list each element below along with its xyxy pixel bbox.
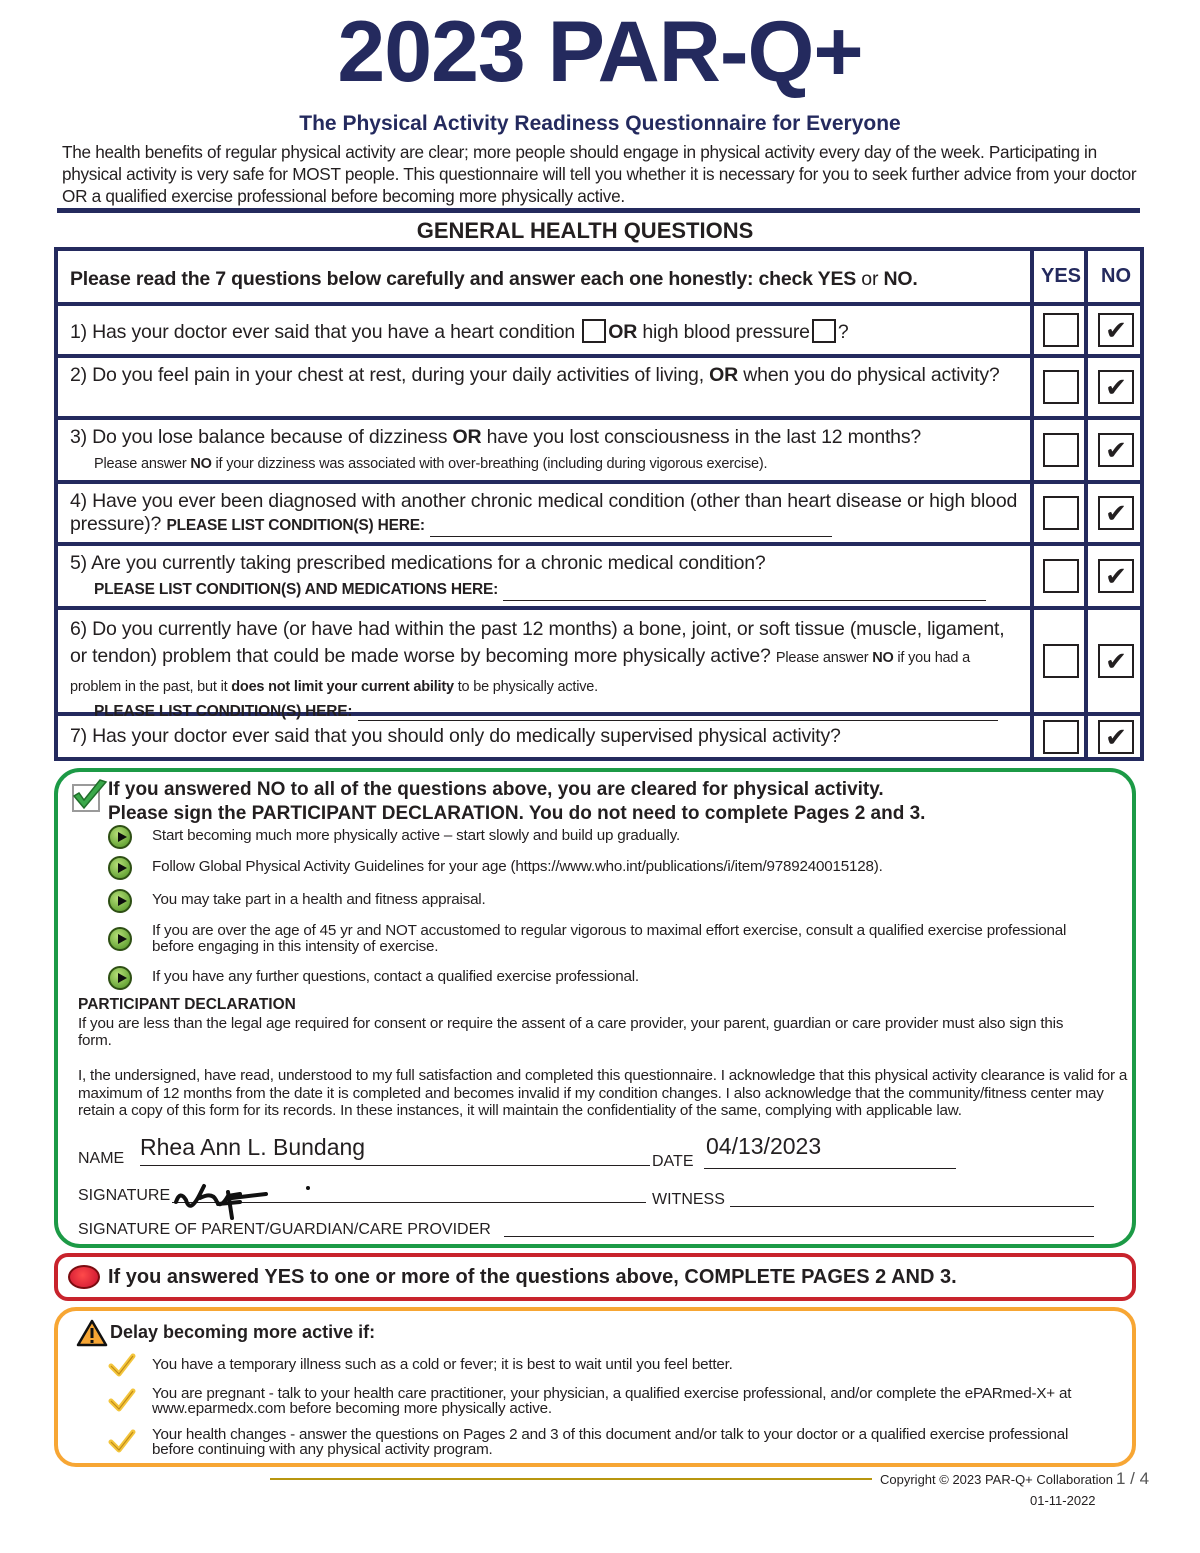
play-arrow-icon [108, 927, 132, 951]
document-title: 2023 PAR-Q+ [337, 4, 863, 100]
q1-text-c: high blood pressure [637, 321, 810, 343]
guardian-signature-label: SIGNATURE OF PARENT/GUARDIAN/CARE PROVIDER [78, 1221, 491, 1238]
q1-text-a: 1) Has your doctor ever said that you have a heart condition [70, 321, 581, 343]
question-row-3 [58, 420, 1140, 484]
q3-yes-checkbox[interactable] [1043, 433, 1079, 467]
q1-text-d: ? [837, 321, 849, 343]
cleared-line-2: Please sign the PARTICIPANT DECLARATION. You do not need to complete Pages 2 and 3. [108, 803, 926, 824]
q6-note-d: does not limit your current ability [231, 679, 454, 695]
witness-field-line[interactable] [730, 1206, 1094, 1207]
instructions-text [58, 251, 1034, 302]
date-label: DATE [652, 1153, 694, 1170]
play-arrow-icon [108, 825, 132, 849]
column-header-yes: YES [1038, 251, 1088, 302]
date-field-line[interactable] [704, 1168, 956, 1169]
q7-yes-cell [1038, 716, 1088, 757]
question-row-7 [58, 716, 1140, 757]
question-5-text [58, 546, 1034, 606]
q6-note-a: Please answer [775, 650, 873, 666]
play-arrow-icon [108, 966, 132, 990]
question-row-2 [58, 358, 1140, 420]
q4-conditions-field[interactable] [430, 521, 832, 537]
delay-item-text: You are pregnant - talk to your health care practitioner, your physician, a qualified exercise professional, and/or complete the ePARmed-X+ at www.eparmedx.com before becoming more physically active. [152, 1385, 1072, 1417]
cleared-line-1: If you answered NO to all of the questions above, you are cleared for physical activity. [108, 779, 884, 800]
questions-table [54, 247, 1144, 761]
question-row-4 [58, 484, 1140, 546]
q3-yes-cell [1038, 420, 1088, 480]
delay-section [54, 1307, 1136, 1467]
copyright-text: Copyright © 2023 PAR-Q+ Collaboration [880, 1472, 1113, 1487]
question-3-text [58, 420, 1034, 480]
q4-no-checkbox[interactable]: ✔ [1098, 496, 1134, 530]
q4-text-a: 4) Have you ever been diagnosed with another chronic medical condition (other than heart disease or high blood pressure)? [70, 490, 1018, 535]
instructions-or: or [856, 268, 884, 290]
q7-no-checkbox[interactable]: ✔ [1098, 720, 1134, 754]
q1-no-cell [1092, 306, 1140, 354]
q4-no-cell [1092, 484, 1140, 542]
q3-note-no: NO [190, 456, 212, 472]
q4-yes-checkbox[interactable] [1043, 496, 1079, 530]
q7-no-cell [1092, 716, 1140, 757]
signature-label: SIGNATURE [78, 1187, 171, 1204]
q5-text-a: 5) Are you currently taking prescribed medications for a chronic medical condition? [70, 552, 766, 574]
question-7-text: 7) Has your doctor ever said that you should only do medically supervised physical activity? [58, 716, 1034, 757]
guardian-signature-field-line[interactable] [504, 1236, 1094, 1237]
instructions-end: . [912, 268, 918, 290]
orange-check-icon [108, 1388, 136, 1412]
q3-text-a: 3) Do you lose balance because of dizziness [70, 426, 453, 448]
declaration-paragraph-2: I, the undersigned, have read, understood to my full satisfaction and completed this questionnaire. I acknowledge that this physical activity clearance is valid for a maximum of 12 months from the date it is completed and becomes invalid if my condition changes. I also acknowledge that the community/fitness center may retain a copy of this form for its records. In these instances, it will maintain the confidentiality of the same, complying with applicable law. [78, 1067, 1128, 1119]
q2-no-cell [1092, 358, 1140, 416]
q3-note-a: Please answer [94, 456, 191, 472]
q5-list-label: PLEASE LIST CONDITION(S) AND MEDICATIONS HERE: [94, 581, 499, 598]
yes-notice-section [54, 1253, 1136, 1301]
witness-label: WITNESS [652, 1191, 725, 1208]
q5-no-checkbox[interactable]: ✔ [1098, 559, 1134, 593]
question-row-5 [58, 546, 1140, 610]
q1-yes-cell [1038, 306, 1088, 354]
delay-item-text: You have a temporary illness such as a cold or fever; it is best to wait until you feel better. [152, 1356, 733, 1373]
orange-check-icon [108, 1353, 136, 1377]
q2-yes-checkbox[interactable] [1043, 370, 1079, 404]
q5-yes-checkbox[interactable] [1043, 559, 1079, 593]
q5-yes-cell [1038, 546, 1088, 606]
cleared-section [54, 768, 1136, 1248]
section-title: GENERAL HEALTH QUESTIONS [416, 218, 754, 243]
name-value: Rhea Ann L. Bundang [140, 1134, 366, 1160]
q2-text-a: 2) Do you feel pain in your chest at rest, during your daily activities of living, [70, 364, 710, 386]
page-number: 1 / 4 [1116, 1469, 1150, 1488]
delay-title: Delay becoming more active if: [110, 1322, 376, 1342]
q3-or: OR [452, 426, 482, 448]
name-label: NAME [78, 1150, 125, 1167]
q7-yes-checkbox[interactable] [1043, 720, 1079, 754]
play-arrow-icon [108, 889, 132, 913]
q1-no-checkbox[interactable]: ✔ [1098, 313, 1134, 347]
date-value: 04/13/2023 [706, 1133, 822, 1159]
q2-text-c: when you do physical activity? [738, 364, 1000, 386]
q1-yes-checkbox[interactable] [1043, 313, 1079, 347]
q6-note-c: if you had a problem in the past, but it [70, 650, 970, 695]
q6-note-no: NO [872, 650, 894, 666]
intro-paragraph: The health benefits of regular physical activity are clear; more people should engage in physical activity every day of the week. Participating in physical activity is very safe for MOST people. This questionnaire will tell you whether it is necessary for you to seek further advice from your doctor OR a qualified exercise professional before becoming more physically active. [62, 142, 1137, 206]
orange-check-icon [108, 1429, 136, 1453]
q3-no-cell [1092, 420, 1140, 480]
cleared-heading [108, 778, 925, 826]
footer-date: 01-11-2022 [1030, 1493, 1096, 1508]
q6-note-e: to be physically active. [453, 679, 598, 695]
handwritten-signature [170, 1180, 280, 1220]
q5-no-cell [1092, 546, 1140, 606]
q6-text-a: 6) Do you currently have (or have had within the past 12 months) a bone, joint, or soft tissue (muscle, ligament, or tendon) problem that could be made worse by becoming more physically active? [70, 618, 1005, 667]
name-field-line[interactable] [140, 1165, 650, 1166]
cleared-bullet-text: Start becoming much more physically active – start slowly and build up gradually. [152, 827, 680, 844]
question-4-text [58, 484, 1034, 542]
cleared-bullet-text: If you are over the age of 45 yr and NOT accustomed to regular vigorous to maximal effort exercise, consult a qualified exercise professional before engaging in this intensity of exercise. [152, 922, 1067, 955]
q4-yes-cell [1038, 484, 1088, 542]
q6-yes-cell [1038, 610, 1088, 712]
table-header-row [58, 251, 1140, 306]
question-row-1 [58, 306, 1140, 358]
q6-yes-checkbox[interactable] [1043, 644, 1079, 678]
q2-yes-cell [1038, 358, 1088, 416]
q3-text-c: have you lost consciousness in the last 12 months? [481, 426, 922, 448]
document-subtitle: The Physical Activity Readiness Questionnaire for Everyone [299, 112, 901, 135]
instructions-yes: YES [817, 268, 857, 290]
blood-pressure-inline-checkbox[interactable] [812, 319, 836, 343]
question-6-text [58, 610, 1034, 720]
instructions-no: NO [883, 268, 913, 290]
q6-list-label: PLEASE LIST CONDITION(S) HERE: [94, 703, 353, 720]
instructions-main: Please read the 7 questions below carefully and answer each one honestly: check [70, 268, 818, 290]
cleared-bullet-text: Follow Global Physical Activity Guidelines for your age (https://www.who.int/publications/i/item/9789240015128). [152, 858, 883, 875]
q2-no-checkbox[interactable]: ✔ [1098, 370, 1134, 404]
header-divider [57, 208, 1140, 213]
column-header-no: NO [1101, 265, 1131, 287]
q2-or: OR [709, 364, 738, 386]
heart-condition-inline-checkbox[interactable] [582, 319, 606, 343]
cleared-bullet-text: If you have any further questions, contact a qualified exercise professional. [152, 968, 639, 985]
green-check-icon [72, 784, 100, 812]
signature-dot [306, 1186, 310, 1190]
footer-divider [270, 1478, 872, 1480]
question-2-text [58, 358, 1034, 416]
stop-icon [68, 1265, 100, 1289]
q4-list-label: PLEASE LIST CONDITION(S) HERE: [166, 517, 425, 534]
warning-icon [76, 1319, 108, 1347]
declaration-paragraph-1: If you are less than the legal age required for consent or require the assent of a care provider, your parent, guardian or care provider must also sign this form. [78, 1015, 1064, 1049]
question-1-text [58, 306, 1034, 354]
yes-notice-text: If you answered YES to one or more of the questions above, COMPLETE PAGES 2 AND 3. [108, 1266, 957, 1288]
play-arrow-icon [108, 856, 132, 880]
q3-note-c: if your dizziness was associated with over-breathing (including during vigorous exercise). [211, 456, 768, 472]
declaration-title: PARTICIPANT DECLARATION [78, 996, 296, 1013]
question-row-6 [58, 610, 1140, 720]
q6-no-checkbox[interactable]: ✔ [1098, 644, 1134, 678]
delay-item-text: Your health changes - answer the questions on Pages 2 and 3 of this document and/or talk to your doctor or a qualified exercise professional before continuing with any physical activity program. [152, 1426, 1069, 1458]
q1-or: OR [608, 321, 638, 343]
cleared-bullet-text: You may take part in a health and fitness appraisal. [152, 891, 486, 908]
q5-medications-field[interactable] [503, 585, 986, 601]
q6-no-cell [1092, 610, 1140, 712]
q3-no-checkbox[interactable]: ✔ [1098, 433, 1134, 467]
